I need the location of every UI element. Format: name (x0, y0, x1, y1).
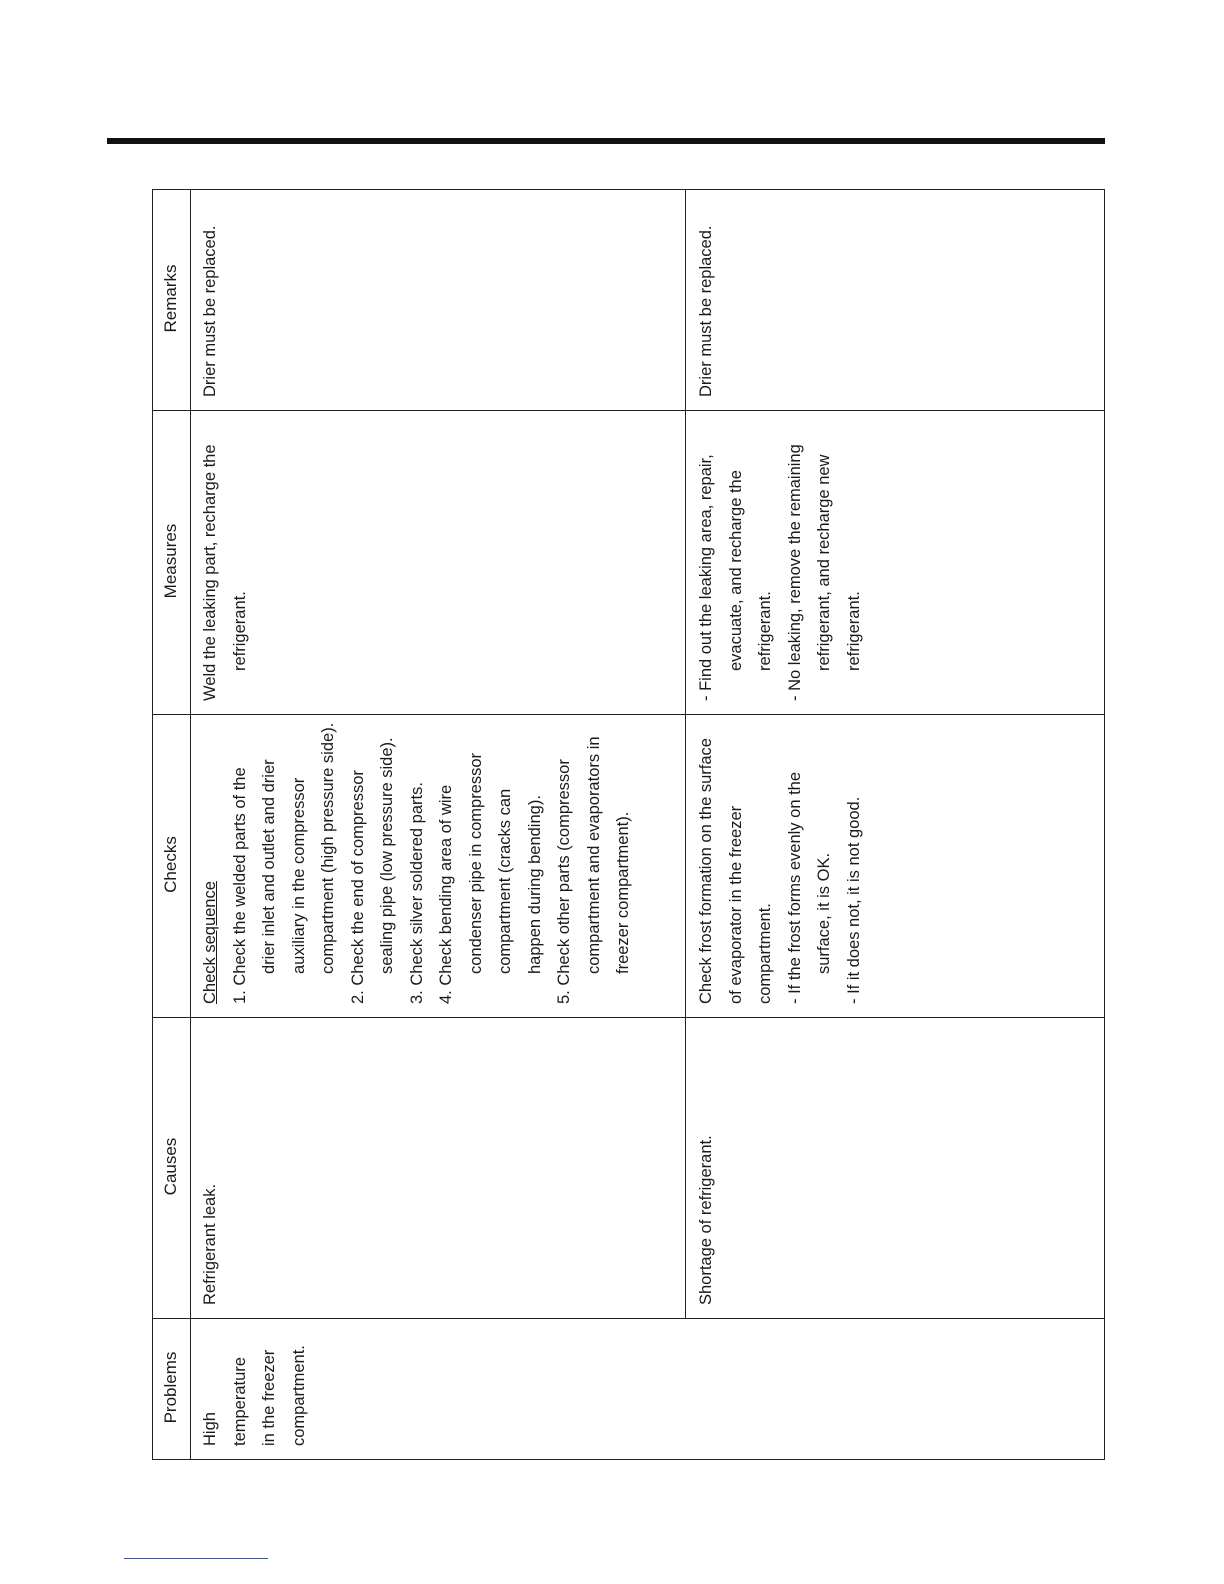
cause-cell (190, 1017, 685, 1318)
rotated-table (152, 189, 1105, 1460)
checks-cell (190, 714, 685, 1017)
measure-line: - Find out the leaking area, repair, (697, 454, 715, 701)
measure-line: Weld the leaking part, recharge the (201, 444, 219, 701)
problem-line: compartment. (289, 1345, 308, 1446)
measure-line: refrigerant. (844, 591, 863, 671)
header-problems: Problems (153, 1318, 190, 1459)
remarks-text: Drier must be replaced. (697, 225, 715, 397)
check-line: - If the frost forms evenly on the (785, 771, 804, 1004)
remarks-cell (685, 190, 1104, 410)
measures-cell (685, 410, 1104, 714)
cause-text: Shortage of refrigerant. (697, 1135, 715, 1305)
check-line: 4. Check bending area of wire (437, 784, 455, 1004)
check-line: compartment. (756, 903, 774, 1004)
check-line: 2. Check the end of compressor (348, 770, 367, 1004)
measure-line: refrigerant. (756, 591, 774, 671)
measure-line: - No leaking, remove the remaining (785, 444, 804, 701)
check-sequence-title: Check sequence (201, 881, 219, 1004)
top-rule (107, 138, 1105, 144)
remarks-cell (190, 190, 685, 410)
measure-line: refrigerant, and recharge new (815, 454, 833, 671)
measure-line: evacuate, and recharge the (726, 470, 745, 671)
header-measures: Measures (153, 410, 190, 714)
measures-cell (190, 410, 685, 714)
check-line: compartment (high pressure side). (319, 722, 337, 974)
check-line: 3. Check silver soldered parts. (407, 782, 426, 1004)
table-row (685, 190, 1104, 1459)
problem-line: High (201, 1412, 219, 1446)
check-line: Check frost formation on the surface (697, 738, 715, 1004)
check-line: compartment and evaporators in (584, 736, 603, 974)
cause-text: Refrigerant leak. (201, 1183, 219, 1305)
check-line: sealing pipe (low pressure side). (378, 737, 396, 974)
check-line: - If it does not, it is not good. (844, 796, 863, 1004)
measure-line: refrigerant. (230, 591, 249, 671)
check-line: freezer compartment). (614, 811, 632, 974)
check-line: happen during bending). (525, 795, 544, 974)
check-line: surface, it is OK. (815, 852, 833, 974)
troubleshooting-table (152, 189, 1105, 1460)
checks-cell (685, 714, 1104, 1017)
header-causes: Causes (153, 1017, 190, 1318)
check-line: condenser pipe in compressor (466, 752, 485, 974)
table-header-row (153, 190, 191, 1459)
check-line: of evaporator in the freezer (726, 805, 745, 1004)
header-remarks: Remarks (161, 264, 180, 333)
problem-line: in the freezer (260, 1349, 278, 1446)
check-line: 5. Check other parts (compressor (555, 759, 573, 1004)
header-checks: Checks (153, 714, 190, 1017)
problem-line: temperature (230, 1357, 249, 1446)
remarks-text: Drier must be replaced. (201, 225, 219, 397)
check-line: auxiliary in the compressor (289, 777, 308, 974)
check-line: 1. Check the welded parts of the (230, 767, 249, 1004)
table-row (190, 190, 685, 1459)
check-line: drier inlet and outlet and drier (260, 759, 278, 974)
cause-cell (685, 1017, 1104, 1318)
footer-link-underline (124, 1558, 268, 1559)
check-line: compartment (cracks can (496, 788, 514, 974)
